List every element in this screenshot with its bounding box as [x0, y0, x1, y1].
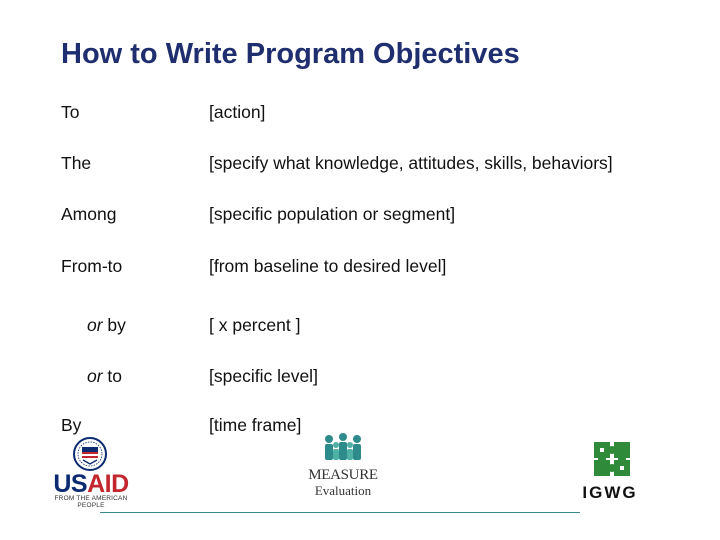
usaid-logo	[50, 437, 132, 509]
row-term-word: by	[102, 315, 126, 335]
row-term-prefix: or	[87, 366, 103, 386]
people-group-icon	[320, 433, 366, 463]
usaid-wordmark-us: US	[53, 470, 88, 498]
row-term-prefix: or	[87, 315, 103, 335]
measure-wordmark: MEASURE	[308, 467, 378, 483]
usaid-tagline: FROM THE AMERICAN PEOPLE	[54, 495, 128, 509]
slide-title: How to Write Program Objectives	[61, 38, 520, 70]
objective-row-percent	[0, 315, 720, 341]
row-term: Among	[61, 204, 117, 224]
measure-evaluation-logo	[306, 433, 380, 499]
row-description: [time frame]	[209, 415, 302, 435]
igwg-logo	[574, 440, 646, 504]
row-description: [specific level]	[209, 366, 318, 386]
objective-row-level	[0, 366, 720, 392]
usaid-seal-icon	[73, 437, 107, 471]
objective-row-baseline	[0, 256, 720, 282]
objective-row-action	[0, 102, 720, 128]
row-term: To	[61, 102, 80, 122]
objective-row-specify	[0, 153, 720, 179]
row-term-word: to	[102, 366, 123, 386]
objective-row-population	[0, 204, 720, 230]
row-term: From-to	[61, 256, 123, 276]
row-description: [from baseline to desired level]	[209, 256, 447, 276]
igwg-wordmark: IGWG	[582, 483, 638, 502]
row-term: By	[61, 415, 82, 435]
row-description: [ x percent ]	[209, 315, 301, 335]
evaluation-wordmark: Evaluation	[314, 483, 372, 498]
row-term: The	[61, 153, 92, 173]
usaid-wordmark-aid: AID	[87, 470, 129, 498]
row-term	[87, 366, 122, 387]
row-description: [specify what knowledge, attitudes, skills, behaviors]	[209, 153, 613, 173]
row-description: [action]	[209, 102, 266, 122]
row-term	[87, 315, 126, 336]
row-description: [specific population or segment]	[209, 204, 456, 224]
puzzle-icon	[592, 440, 632, 478]
footer-divider	[100, 512, 580, 513]
